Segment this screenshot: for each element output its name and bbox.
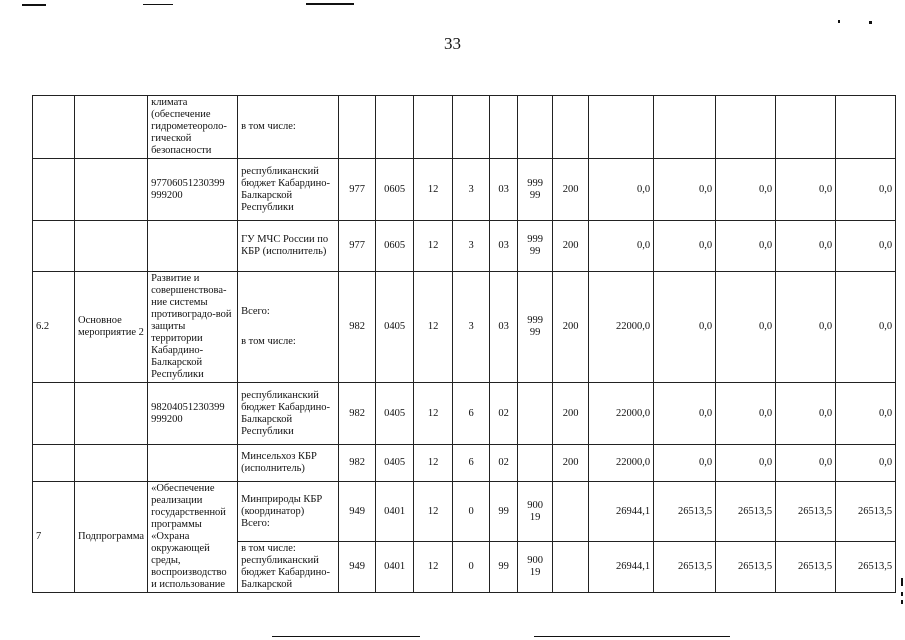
role-sub: в том числе: <box>241 336 296 347</box>
cell-grbs: 982 <box>339 445 376 482</box>
cell-role: республиканский бюджет Кабардино-Балкарской Республики <box>238 383 339 445</box>
cell-value: 22000,0 <box>589 383 654 445</box>
cell-grbs: 949 <box>339 542 376 593</box>
cell-rz: 0405 <box>376 383 414 445</box>
cell-om: 03 <box>490 159 518 221</box>
cell-value: 0,0 <box>589 221 654 272</box>
budget-table <box>32 95 896 593</box>
cell-num <box>33 221 75 272</box>
cell-vr: 200 <box>553 159 589 221</box>
scan-mark <box>272 636 420 637</box>
cell-grbs: 949 <box>339 482 376 542</box>
cell-type: Подпрограмма <box>75 482 148 593</box>
cell-ne: 900 19 <box>518 542 553 593</box>
table-row <box>33 482 896 542</box>
cell-role <box>238 542 339 593</box>
role-total: Всего: <box>241 306 270 317</box>
scan-mark <box>869 21 872 24</box>
cell-om: 03 <box>490 272 518 383</box>
cell-grbs: 982 <box>339 383 376 445</box>
cell-value: 26944,1 <box>589 542 654 593</box>
cell-vr: 200 <box>553 221 589 272</box>
cell-value: 26513,5 <box>654 542 716 593</box>
cell-vr: 200 <box>553 383 589 445</box>
cell-vr <box>553 482 589 542</box>
cell-name: «Обеспечение реализации государственной программы «Охрана окружающей среды, воспроизводство и использование <box>148 482 238 593</box>
cell-type <box>75 159 148 221</box>
cell-om <box>490 96 518 159</box>
cell-value: 0,0 <box>776 445 836 482</box>
cell-role: Минсельхоз КБР (исполнитель) <box>238 445 339 482</box>
cell-ne: 999 99 <box>518 159 553 221</box>
cell-pp: 6 <box>453 445 490 482</box>
cell-pp <box>453 96 490 159</box>
cell-value: 0,0 <box>654 159 716 221</box>
cell-grbs: 982 <box>339 272 376 383</box>
cell-num <box>33 445 75 482</box>
cell-gp: 12 <box>414 482 453 542</box>
scan-mark <box>901 600 903 604</box>
cell-name: Развитие и совершенствова-ние системы противоградо-вой защиты территории Кабардино-Балкарской Республики <box>148 272 238 383</box>
scan-mark <box>901 578 903 586</box>
cell-name: 98204051230399 999200 <box>148 383 238 445</box>
cell-grbs: 977 <box>339 159 376 221</box>
cell-value <box>836 96 896 159</box>
cell-rz: 0405 <box>376 445 414 482</box>
cell-pp: 3 <box>453 272 490 383</box>
cell-type <box>75 96 148 159</box>
cell-rz: 0401 <box>376 542 414 593</box>
cell-value: 0,0 <box>654 272 716 383</box>
cell-pp: 6 <box>453 383 490 445</box>
table-row <box>33 221 896 272</box>
cell-gp: 12 <box>414 272 453 383</box>
cell-ne: 999 99 <box>518 221 553 272</box>
cell-rz <box>376 96 414 159</box>
cell-value: 0,0 <box>776 272 836 383</box>
cell-value: 0,0 <box>654 383 716 445</box>
cell-value: 0,0 <box>654 221 716 272</box>
cell-value: 0,0 <box>716 221 776 272</box>
cell-value: 26513,5 <box>776 482 836 542</box>
cell-gp: 12 <box>414 445 453 482</box>
cell-rz: 0605 <box>376 159 414 221</box>
cell-value: 0,0 <box>589 159 654 221</box>
cell-num: 7 <box>33 482 75 593</box>
cell-value: 0,0 <box>836 159 896 221</box>
cell-value <box>776 96 836 159</box>
cell-type <box>75 383 148 445</box>
cell-vr: 200 <box>553 445 589 482</box>
cell-name <box>148 221 238 272</box>
table-row <box>33 445 896 482</box>
cell-value <box>589 96 654 159</box>
scan-mark <box>22 4 46 6</box>
cell-vr <box>553 96 589 159</box>
cell-num <box>33 383 75 445</box>
cell-gp: 12 <box>414 542 453 593</box>
cell-type <box>75 445 148 482</box>
role-sub: в том числе: <box>241 543 296 554</box>
cell-value: 26513,5 <box>716 542 776 593</box>
cell-rz: 0605 <box>376 221 414 272</box>
cell-value: 0,0 <box>716 445 776 482</box>
cell-num <box>33 96 75 159</box>
cell-value: 0,0 <box>776 221 836 272</box>
cell-value: 0,0 <box>654 445 716 482</box>
cell-ne: 900 19 <box>518 482 553 542</box>
cell-gp: 12 <box>414 159 453 221</box>
cell-vr <box>553 542 589 593</box>
cell-num: 6.2 <box>33 272 75 383</box>
cell-name <box>148 445 238 482</box>
cell-value: 0,0 <box>716 272 776 383</box>
cell-ne: 999 99 <box>518 272 553 383</box>
cell-om: 99 <box>490 542 518 593</box>
cell-om: 02 <box>490 383 518 445</box>
cell-pp: 0 <box>453 542 490 593</box>
cell-value: 26513,5 <box>776 542 836 593</box>
cell-value: 26513,5 <box>654 482 716 542</box>
cell-rz: 0401 <box>376 482 414 542</box>
cell-value: 0,0 <box>776 159 836 221</box>
scan-mark <box>534 636 730 637</box>
cell-gp: 12 <box>414 383 453 445</box>
cell-rz: 0405 <box>376 272 414 383</box>
cell-value: 0,0 <box>776 383 836 445</box>
table-row <box>33 383 896 445</box>
cell-om: 99 <box>490 482 518 542</box>
cell-pp: 0 <box>453 482 490 542</box>
cell-value: 0,0 <box>836 221 896 272</box>
cell-pp: 3 <box>453 221 490 272</box>
cell-value: 0,0 <box>836 445 896 482</box>
scan-mark <box>838 20 840 23</box>
scan-mark <box>306 3 354 5</box>
cell-role: Минприроды КБР (координатор) Всего: <box>238 482 339 542</box>
cell-om: 02 <box>490 445 518 482</box>
role-text: республиканский бюджет Кабардино-Балкарской <box>241 555 331 590</box>
cell-value: 22000,0 <box>589 272 654 383</box>
cell-ne <box>518 445 553 482</box>
cell-name: 97706051230399 999200 <box>148 159 238 221</box>
cell-value: 0,0 <box>836 272 896 383</box>
table-row <box>33 96 896 159</box>
cell-value: 0,0 <box>716 383 776 445</box>
cell-value: 0,0 <box>716 159 776 221</box>
cell-role: ГУ МЧС России по КБР (исполнитель) <box>238 221 339 272</box>
cell-value: 0,0 <box>836 383 896 445</box>
cell-value: 26513,5 <box>836 542 896 593</box>
cell-grbs <box>339 96 376 159</box>
cell-value: 26513,5 <box>716 482 776 542</box>
table-row <box>33 159 896 221</box>
cell-value: 22000,0 <box>589 445 654 482</box>
cell-name: климата (обеспечение гидрометеороло-гической безопасности <box>148 96 238 159</box>
cell-om: 03 <box>490 221 518 272</box>
cell-value <box>716 96 776 159</box>
table-row <box>33 272 896 383</box>
cell-num <box>33 159 75 221</box>
cell-pp: 3 <box>453 159 490 221</box>
cell-vr: 200 <box>553 272 589 383</box>
cell-gp: 12 <box>414 221 453 272</box>
page-number: 33 <box>444 34 461 53</box>
cell-value: 26944,1 <box>589 482 654 542</box>
cell-gp <box>414 96 453 159</box>
cell-grbs: 977 <box>339 221 376 272</box>
cell-value <box>654 96 716 159</box>
cell-role: республиканский бюджет Кабардино-Балкарской Республики <box>238 159 339 221</box>
cell-role: в том числе: <box>238 96 339 159</box>
cell-ne <box>518 383 553 445</box>
cell-ne <box>518 96 553 159</box>
cell-role <box>238 272 339 383</box>
scan-mark <box>901 592 903 596</box>
scan-mark <box>143 4 173 5</box>
cell-type <box>75 221 148 272</box>
cell-value: 26513,5 <box>836 482 896 542</box>
cell-type: Основное мероприятие 2 <box>75 272 148 383</box>
